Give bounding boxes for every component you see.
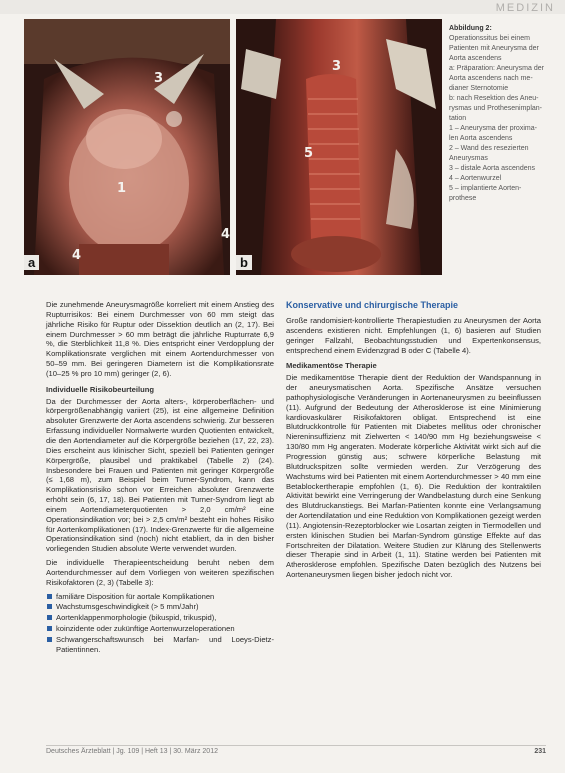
therapy-intro: Große randomisiert-kontrollierte Therapiestudien zu Aneurysmen der Aorta ascendens existieren nicht. Empfehlungen (1, 6) basieren auf Studien geringer Fallzahl, Beobachtungsstudien und Expertenkonsensus, entsprechend einem Evidenzgrad B oder C (Tabelle 4). (286, 316, 541, 355)
caption-line: 4 – Aortenwurzel (449, 175, 502, 182)
list-item (46, 602, 274, 612)
top-band (0, 0, 565, 14)
label-aneurysm-a: 1 (117, 181, 127, 196)
risk-heading: Individuelle Risikobeurteilung (46, 384, 155, 394)
caption-line: a: Präparation: Aneurysma der (449, 65, 544, 72)
list-item (46, 635, 274, 655)
list-item-text: koinzidente oder zukünftige Aortenwurzeloperationen (56, 624, 235, 634)
caption-line: 3 – distale Aorta ascendens (449, 165, 536, 172)
bullet-square-icon (47, 604, 52, 609)
left-column (46, 300, 274, 656)
caption-line: 1 – Aneurysma der proxima- (449, 125, 537, 132)
bullet-square-icon (47, 637, 52, 642)
label-prosthesis-b: 5 (304, 146, 314, 161)
caption-line: Operationssitus bei einem (449, 35, 530, 42)
photo-b-illustration (236, 19, 442, 275)
caption-line: prothese (449, 195, 477, 202)
therapy-heading: Konservative und chirurgische Therapie (286, 300, 459, 310)
list-item-text: Aortenklappenmorphologie (bikuspid, trikuspid), (56, 613, 217, 623)
risk-factor-list (46, 592, 274, 655)
photo-a-illustration (24, 19, 230, 275)
risk-paragraph-2: Die individuelle Therapieentscheidung beruht neben dem Aortendurchmesser auf dem Vorliegen von weiteren spezifischen Risikofaktoren (2, 3) (Tabelle 3): (46, 558, 274, 587)
medication-paragraph: Die medikamentöse Therapie dient der Reduktion der Wandspannung in der aneurysmatischen Aorta. Spezifische Ansätze versuchen pathophysiologische Veränderungen in Aortenaneurysmen zu beeinflussen (11). Aufgrund der Bedeutung der Atherosklerose ist eine Minimierung kardiovaskulärer Risikofaktoren obligat. Entsprechend ist eine Blutdruckkontrolle für Patienten mit Diabetes mellitus oder chronischer Niereninsuffizienz mit Zielwerten < 140/90 mm Hg beziehungsweise < 130/80 mm Hg angeraten. Moderate körperliche Aktivität wirkt sich auf die Progression günstig aus; schwere körperliche Belastung mit Blutdruckspitzen sollte vermieden werden. Zur Verzögerung des Wachstums wird bei Patienten mit einem Aortendurchmesser > 40 mm eine Betablockertherapie empfohlen (1, 6). Die Reduktion der kontraktilen Aktivität bewirkt eine Verringerung der Wandbelastung durch eine Senkung des Blutdruckanstiegs. Bei Marfan-Patienten konnte eine Verlangsamung der Aortendilatation und eine Reduktion von Komplikationen gezeigt werden (11). Angiotensin-Rezeptorblocker wie Losartan zeigten in Tiermodellen und ersten klinischen Studien bei Marfan-Syndrom günstige Effekte auf das Fortschreiten der Dilatation. Weitere Studien zur Klärung des Stellenwerts dieser Therapie sind in Arbeit (1, 11). Statine werden bei Patienten mit Atherosklerose empfohlen. Spezifische Daten bezüglich des Nutzens bei Aortenaneurysmen liegen bisher jedoch nicht vor. (286, 373, 541, 580)
medication-heading: Medikamentöse Therapie (286, 361, 377, 371)
footer-divider (46, 745, 546, 746)
label-aortic-root-b: 4 (221, 227, 231, 242)
caption-line: rysmas und Prothesenimplan- (449, 105, 542, 112)
label-distal-aorta-a: 3 (154, 71, 164, 86)
bullet-square-icon (47, 615, 52, 620)
caption-line: b: nach Resektion des Aneu- (449, 95, 539, 102)
surgical-photo-a (24, 19, 230, 275)
list-item-text: familiäre Disposition für aortale Komplikationen (56, 591, 215, 601)
caption-line: Aneurysmas (449, 155, 488, 162)
list-item (46, 592, 274, 602)
panel-letter-b: b (236, 255, 252, 270)
panel-letter-a: a (24, 255, 39, 270)
intro-paragraph: Die zunehmende Aneurysmagröße korreliert mit einem Anstieg des Rupturrisikos: Bei einem Durchmesser von 60 mm steigt das jährliche Risiko für Ruptur oder Dissektion deutlich an (2, 17). Bei einem Durchmesser > 60 mm beträgt die jährliche Rupturrate 6,9 %, die Sterblichkeit 11,8 %. Dies entspricht einer Verdopplung der Komplikationsrate verglichen mit einem Aortendurchmesser von 50–59 mm. Bei geringeren Diametern ist die Komplikationsrate (10–25 % pro 10 mm) geringer (2, 6). (46, 300, 274, 378)
caption-title: Abbildung 2: (449, 25, 492, 32)
figure-2 (24, 19, 442, 275)
section-label: MEDIZIN (495, 2, 555, 14)
list-item (46, 613, 274, 623)
caption-line: tation (449, 115, 467, 122)
caption-line: 2 – Wand des resezierten (449, 145, 529, 152)
risk-paragraph-1: Da der Durchmesser der Aorta alters-, körperoberflächen- und körpergrößenabhängig variiert (25), ist eine allgemeine Definition absoluter Grenzwerte der Aorta ascendens schwierig. Zur besseren Erfassung individueller Normalwerte wurden Quotienten entwickelt, die den Aortendiameter auf die Körpergröße beziehen (17, 22, 23). Dies erscheint aus klinischer Sicht, speziell bei Patienten geringer Körpergröße, plausibel und praktikabel (Tabelle 2) (24). Insbesondere bei Frauen und Patienten mit geringer Körpergröße (≤ 1,68 m), zum Beispiel beim Turner-Syndrom, kann das Komplikationsrisiko schon vor Erreichen absoluter Grenzwerte erhöht sein (6, 17, 18). Bei Patienten mit Turner-Syndrom liegt ab einem Aortendiameterquotienten > 2,0 cm/m² eine Operationsindikation vor; bei > 2,5 cm/m² besteht ein hohes Risiko für Aortenkomplikationen (17). Index-Grenzwerte für die allgemeine Operationsindikation sind (noch) nicht etabliert, da in den bisher vorliegenden Studien absolute Werte verwendet wurden. (46, 396, 274, 554)
right-column (286, 300, 541, 584)
list-item-text: Schwangerschaftswunsch bei Marfan- und Loeys-Dietz-Patientinnen. (56, 635, 274, 654)
list-item (46, 624, 274, 634)
bullet-square-icon (47, 594, 52, 599)
label-distal-aorta-b: 3 (332, 59, 342, 74)
bullet-square-icon (47, 626, 52, 631)
page-footer (46, 748, 546, 760)
caption-line: Aorta ascendens (449, 55, 502, 62)
caption-line: Aorta ascendens nach me- (449, 75, 533, 82)
caption-line: Patienten mit Aneurysma der (449, 45, 539, 52)
figure-caption (449, 24, 553, 204)
label-aortic-root-a: 4 (72, 248, 82, 263)
caption-line: len Aorta ascendens (449, 135, 513, 142)
page-number: 231 (534, 748, 546, 755)
caption-line: 5 – implantierte Aorten- (449, 185, 522, 192)
journal-citation: Deutsches Ärzteblatt | Jg. 109 | Heft 13 | 30. März 2012 (46, 748, 218, 755)
caption-line: dianer Sternotomie (449, 85, 509, 92)
list-item-text: Wachstumsgeschwindigkeit (> 5 mm/Jahr) (56, 602, 199, 612)
surgical-photo-b (221, 19, 442, 275)
